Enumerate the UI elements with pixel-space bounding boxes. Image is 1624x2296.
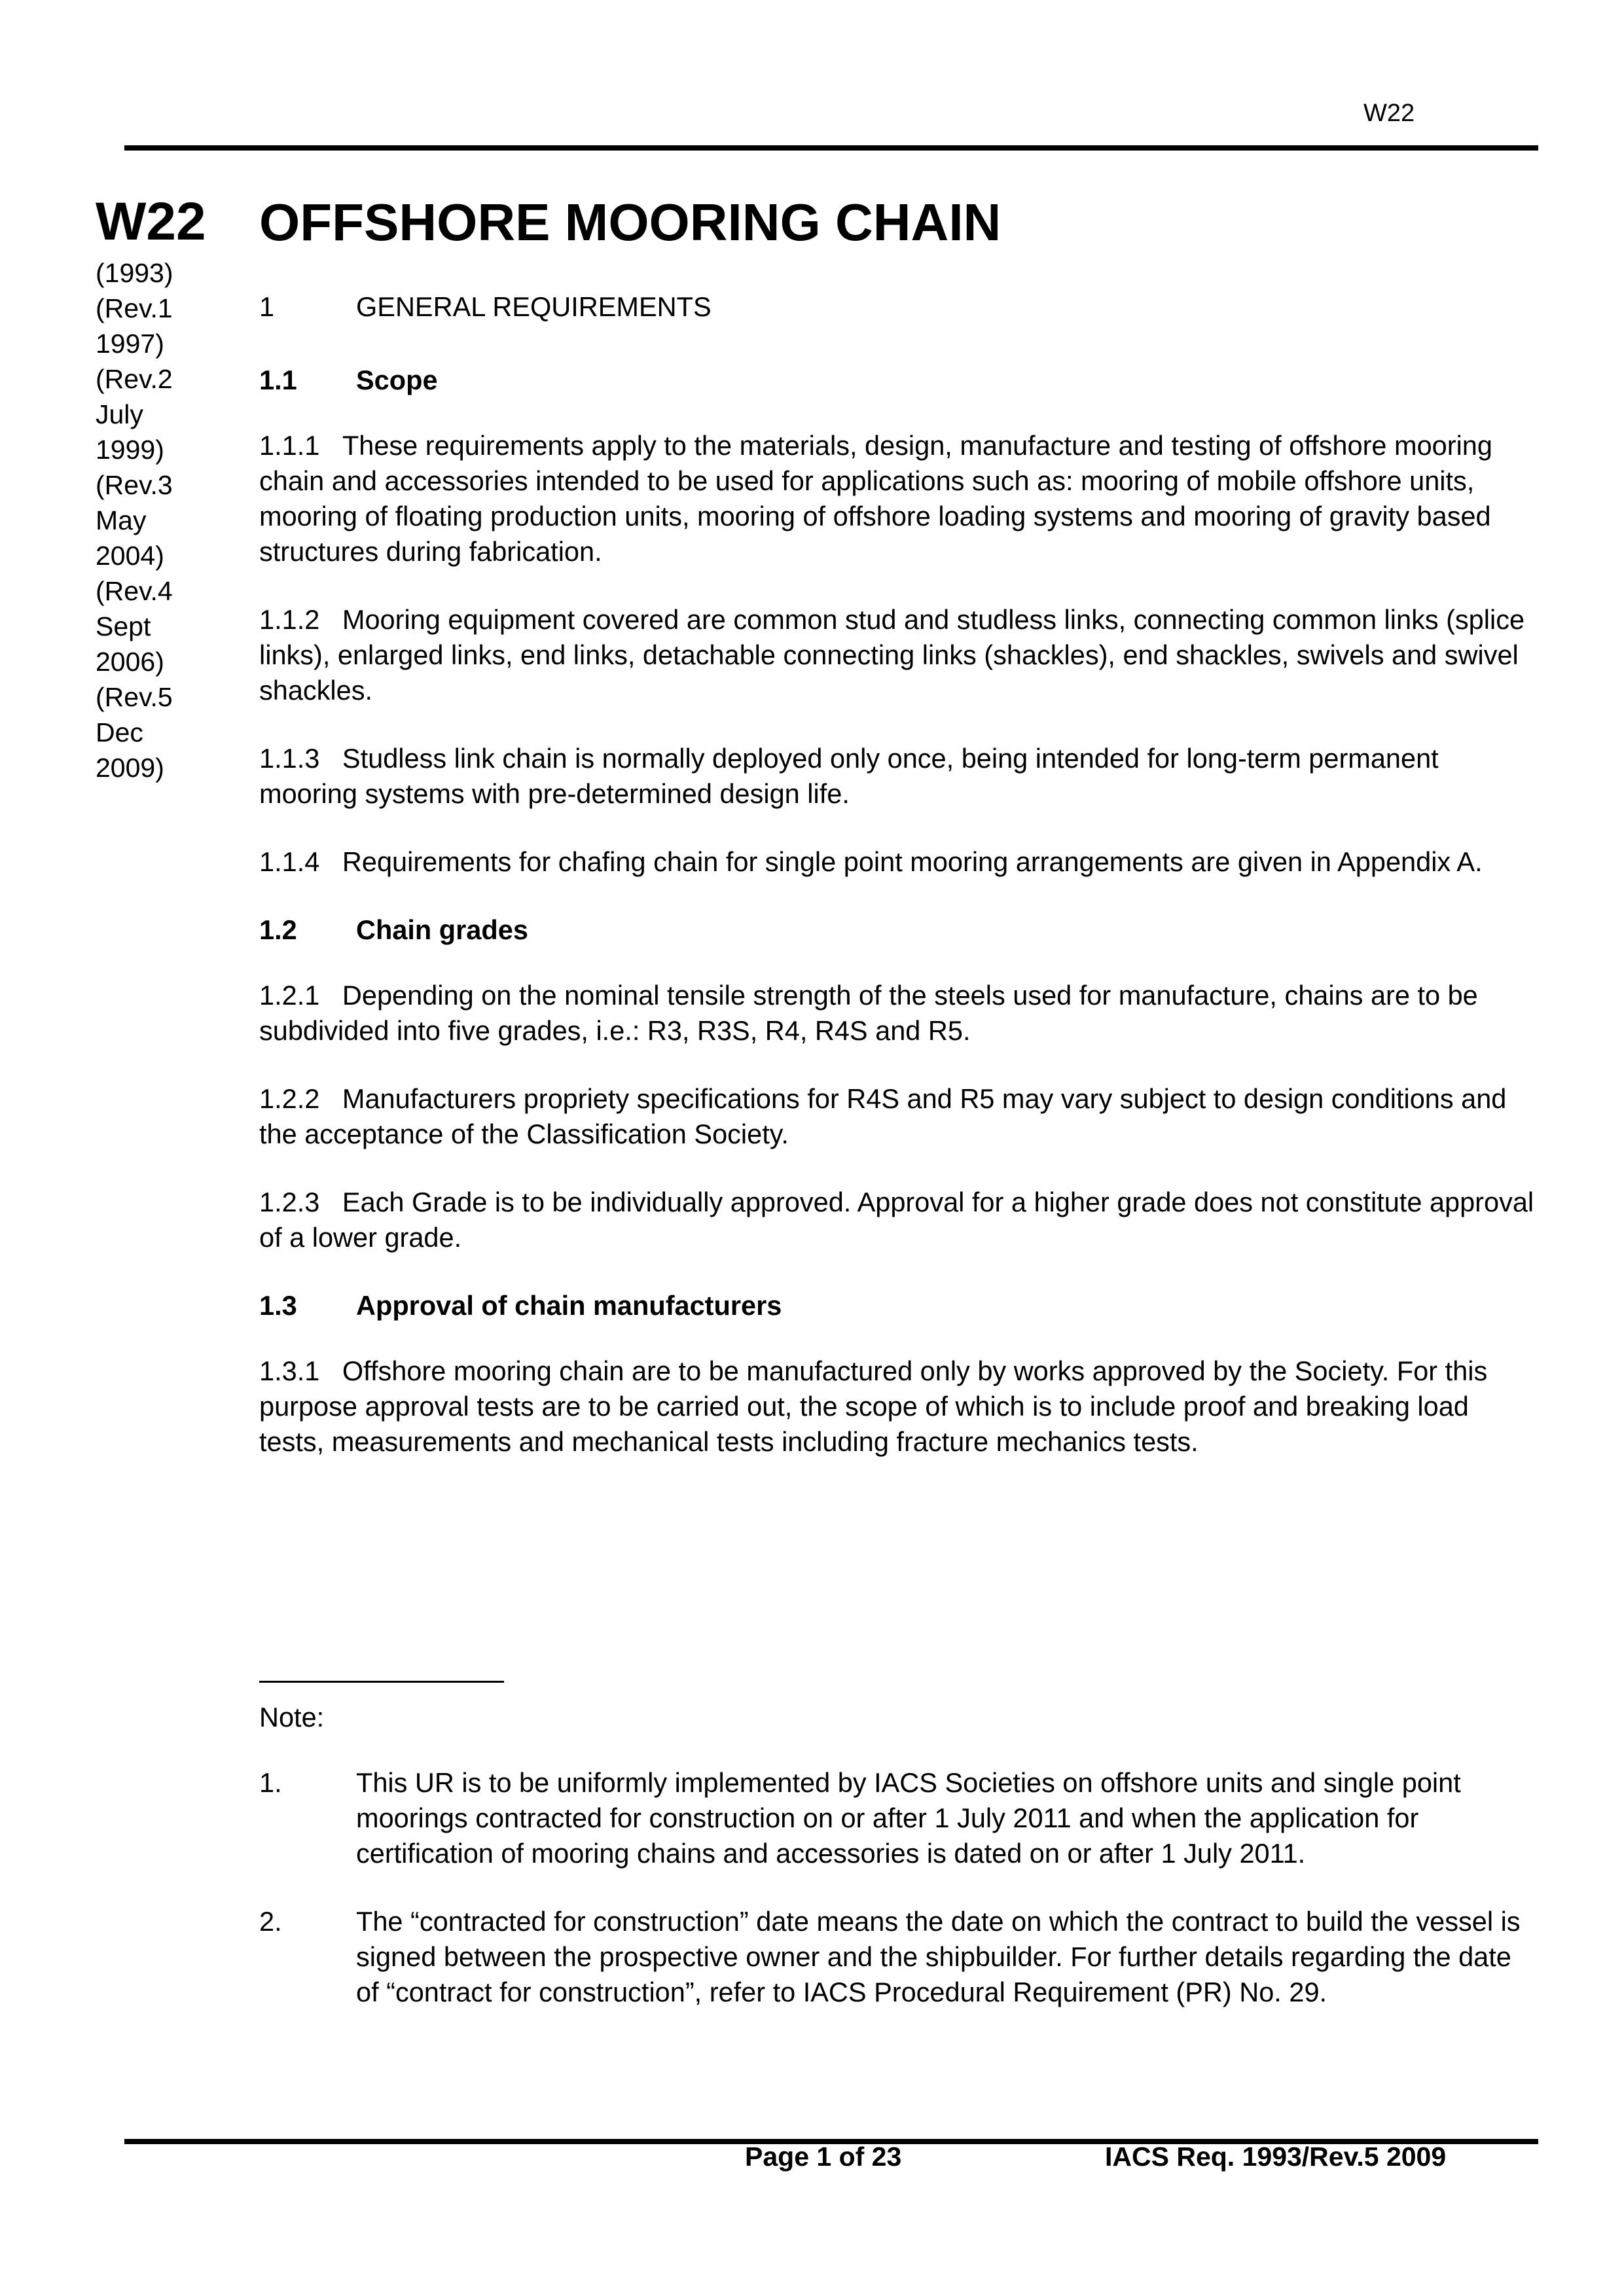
paragraph-text: Each Grade is to be individually approved. Approval for a higher grade does not constitute approval of a lower grade. bbox=[259, 1187, 1534, 1253]
paragraph-text: Offshore mooring chain are to be manufactured only by works approved by the Society. For this purpose approval tests are to be carried out, the scope of which is to include proof and breaking load tests, measurements and mechanical tests including fracture mechanics tests. bbox=[259, 1355, 1488, 1457]
paragraph bbox=[259, 428, 1536, 569]
paragraph-number: 1.1.4 bbox=[259, 846, 320, 877]
revision-line: May bbox=[96, 505, 147, 535]
header-rule bbox=[124, 145, 1538, 151]
paragraph-number: 1.2.2 bbox=[259, 1083, 320, 1114]
note-text: This UR is to be uniformly implemented by IACS Societies on offshore units and single point moorings contracted for construction on or after 1 July 2011 and when the application for certification of mooring chains and accessories is dated on or after 1 July 2011. bbox=[356, 1767, 1461, 1869]
subsection-title: Chain grades bbox=[356, 914, 528, 945]
paragraph-text: Studless link chain is normally deployed only once, being intended for long-term permanent mooring systems with pre-determined design life. bbox=[259, 743, 1439, 809]
paragraph bbox=[259, 844, 1536, 880]
note-text: The “contracted for construction” date means the date on which the contract to build the vessel is signed between the prospective owner and the shipbuilder. For further details regarding the date of “contract for construction”, refer to IACS Procedural Requirement (PR) No. 29. bbox=[356, 1906, 1521, 2007]
revision-line: July bbox=[96, 399, 143, 429]
page-number: Page 1 of 23 bbox=[745, 2142, 902, 2172]
subsection-heading bbox=[259, 912, 1536, 948]
revision-line: 1997) bbox=[96, 329, 164, 359]
revision-line: 2006) bbox=[96, 647, 164, 677]
revision-line: (Rev.4 bbox=[96, 576, 173, 606]
paragraph bbox=[259, 602, 1536, 708]
note-heading: Note: bbox=[259, 1702, 325, 1732]
section-title: GENERAL REQUIREMENTS bbox=[356, 291, 712, 322]
subsection-title: Approval of chain manufacturers bbox=[356, 1290, 782, 1321]
paragraph-number: 1.1.2 bbox=[259, 604, 320, 635]
paragraph bbox=[259, 741, 1536, 812]
section-number: 1 bbox=[259, 291, 275, 322]
note-number: 1. bbox=[259, 1767, 282, 1798]
revision-line: Sept bbox=[96, 611, 151, 641]
paragraph bbox=[259, 978, 1536, 1049]
revision-line: 2004) bbox=[96, 541, 164, 571]
note-item bbox=[259, 1904, 1536, 2010]
footnote-rule bbox=[259, 1681, 504, 1683]
header-code: W22 bbox=[1363, 99, 1415, 127]
revision-line: (Rev.1 bbox=[96, 293, 173, 323]
revision-line: 1999) bbox=[96, 435, 164, 465]
revision-line: (Rev.2 bbox=[96, 364, 173, 394]
revision-line: (Rev.5 bbox=[96, 682, 173, 712]
section-heading bbox=[259, 289, 1536, 325]
document-title: OFFSHORE MOORING CHAIN bbox=[259, 193, 1001, 251]
subsection-title: Scope bbox=[356, 365, 438, 395]
subsection-heading bbox=[259, 363, 1536, 398]
paragraph-number: 1.3.1 bbox=[259, 1355, 320, 1386]
note-item bbox=[259, 1765, 1536, 1871]
subsection-heading bbox=[259, 1288, 1536, 1323]
paragraph bbox=[259, 1081, 1536, 1152]
subsection-number: 1.3 bbox=[259, 1290, 297, 1321]
subsection-number: 1.1 bbox=[259, 365, 297, 395]
document-reference: IACS Req. 1993/Rev.5 2009 bbox=[1105, 2142, 1447, 2172]
sidebar-code: W22 bbox=[96, 192, 206, 251]
revision-line: 2009) bbox=[96, 753, 164, 783]
paragraph-number: 1.2.1 bbox=[259, 980, 320, 1011]
paragraph bbox=[259, 1354, 1536, 1460]
note-number: 2. bbox=[259, 1906, 282, 1937]
paragraph-text: Manufacturers propriety specifications for R4S and R5 may vary subject to design conditions and the acceptance of the Classification Society. bbox=[259, 1083, 1507, 1149]
sidebar bbox=[96, 192, 226, 785]
paragraph bbox=[259, 1185, 1536, 1255]
paragraph-number: 1.1.1 bbox=[259, 430, 320, 461]
footnotes bbox=[259, 1681, 1536, 2043]
paragraph-number: 1.1.3 bbox=[259, 743, 320, 774]
paragraph-text: Depending on the nominal tensile strength of the steels used for manufacture, chains are to be subdivided into five grades, i.e.: R3, R3S, R4, R4S and R5. bbox=[259, 980, 1478, 1046]
revision-line: (Rev.3 bbox=[96, 470, 173, 500]
revision-line: (1993) bbox=[96, 258, 173, 288]
paragraph-text: Mooring equipment covered are common stud and studless links, connecting common links (splice links), enlarged links, end links, detachable connecting links (shackles), end shackles, swivels and swivel shackles. bbox=[259, 604, 1525, 706]
document-body bbox=[259, 193, 1536, 1492]
paragraph-text: These requirements apply to the materials, design, manufacture and testing of offshore mooring chain and accessories intended to be used for applications such as: mooring of mobile offshore units, mooring of floating production units, mooring of offshore loading systems and mooring of gravity based structures during fabrication. bbox=[259, 430, 1492, 567]
subsection-number: 1.2 bbox=[259, 914, 297, 945]
paragraph-number: 1.2.3 bbox=[259, 1187, 320, 1217]
paragraph-text: Requirements for chafing chain for single point mooring arrangements are given in Appendix A. bbox=[342, 846, 1483, 877]
revision-line: Dec bbox=[96, 717, 143, 747]
